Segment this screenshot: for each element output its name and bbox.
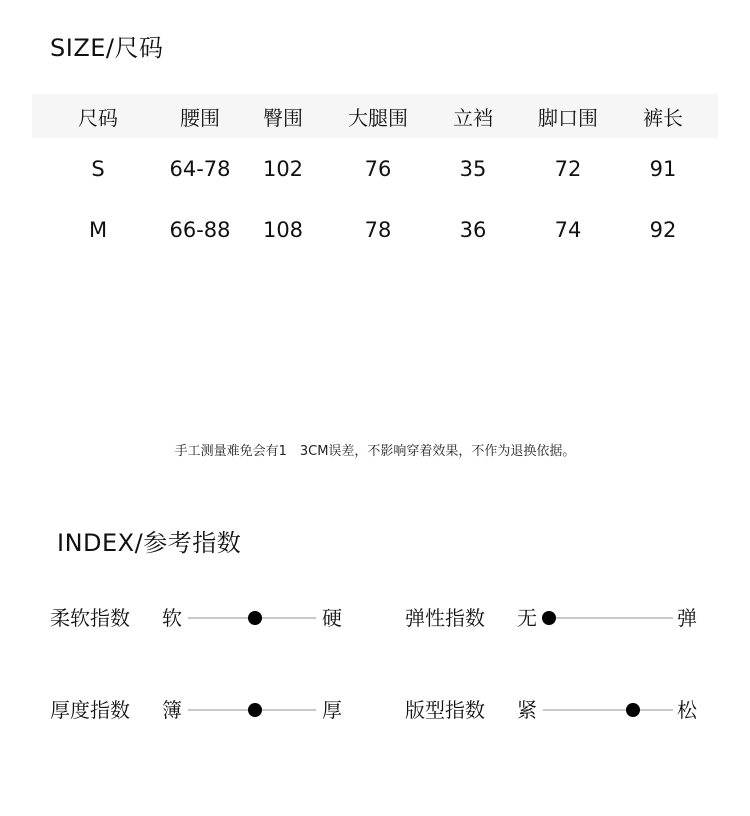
index-min-label: 软 [162,606,182,630]
index-knob [248,611,262,625]
index-min-label: 紧 [517,698,537,722]
index-max-label: 松 [677,698,697,722]
cell-waist: 66-88 [169,217,231,242]
size-section-title: SIZE/尺码 [50,34,164,62]
table-row [32,138,718,199]
cell-leg-opening: 72 [554,156,582,181]
elasticity-index [405,598,705,638]
cell-size: S [91,156,105,181]
softness-index [50,598,350,638]
cell-rise: 36 [459,217,487,242]
header-size: 尺码 [78,105,118,130]
index-max-label: 硬 [322,606,342,630]
fit-index [405,690,705,730]
index-knob [626,703,640,717]
size-table-header [32,94,718,138]
cell-waist: 64-78 [169,156,231,181]
index-knob [542,611,556,625]
index-track [543,709,673,711]
header-leg-opening: 脚口围 [538,105,598,130]
cell-rise: 35 [459,156,487,181]
cell-hip: 102 [262,156,304,181]
measurement-note: 手工测量难免会有1 3CM误差，不影响穿着效果，不作为退换依据。 [174,444,576,459]
thickness-index [50,690,350,730]
cell-size: M [88,217,108,242]
index-label: 版型指数 [405,698,485,722]
index-min-label: 无 [517,606,537,630]
header-thigh: 大腿围 [348,105,408,130]
header-hip: 臀围 [263,105,303,130]
size-table [32,94,718,260]
cell-thigh: 78 [364,217,392,242]
cell-hip: 108 [262,217,304,242]
header-rise: 立裆 [453,105,493,130]
index-label: 厚度指数 [50,698,130,722]
index-max-label: 厚 [322,698,342,722]
cell-leg-opening: 74 [554,217,582,242]
index-track [543,617,673,619]
header-waist: 腰围 [180,105,220,130]
cell-length: 91 [649,156,677,181]
table-row [32,199,718,260]
cell-length: 92 [649,217,677,242]
index-knob [248,703,262,717]
index-max-label: 弹 [677,606,697,630]
index-section-title: INDEX/参考指数 [57,529,242,557]
header-length: 裤长 [643,105,683,130]
cell-thigh: 76 [364,156,392,181]
index-label: 柔软指数 [50,606,130,630]
index-min-label: 簿 [162,698,182,722]
index-label: 弹性指数 [405,606,485,630]
